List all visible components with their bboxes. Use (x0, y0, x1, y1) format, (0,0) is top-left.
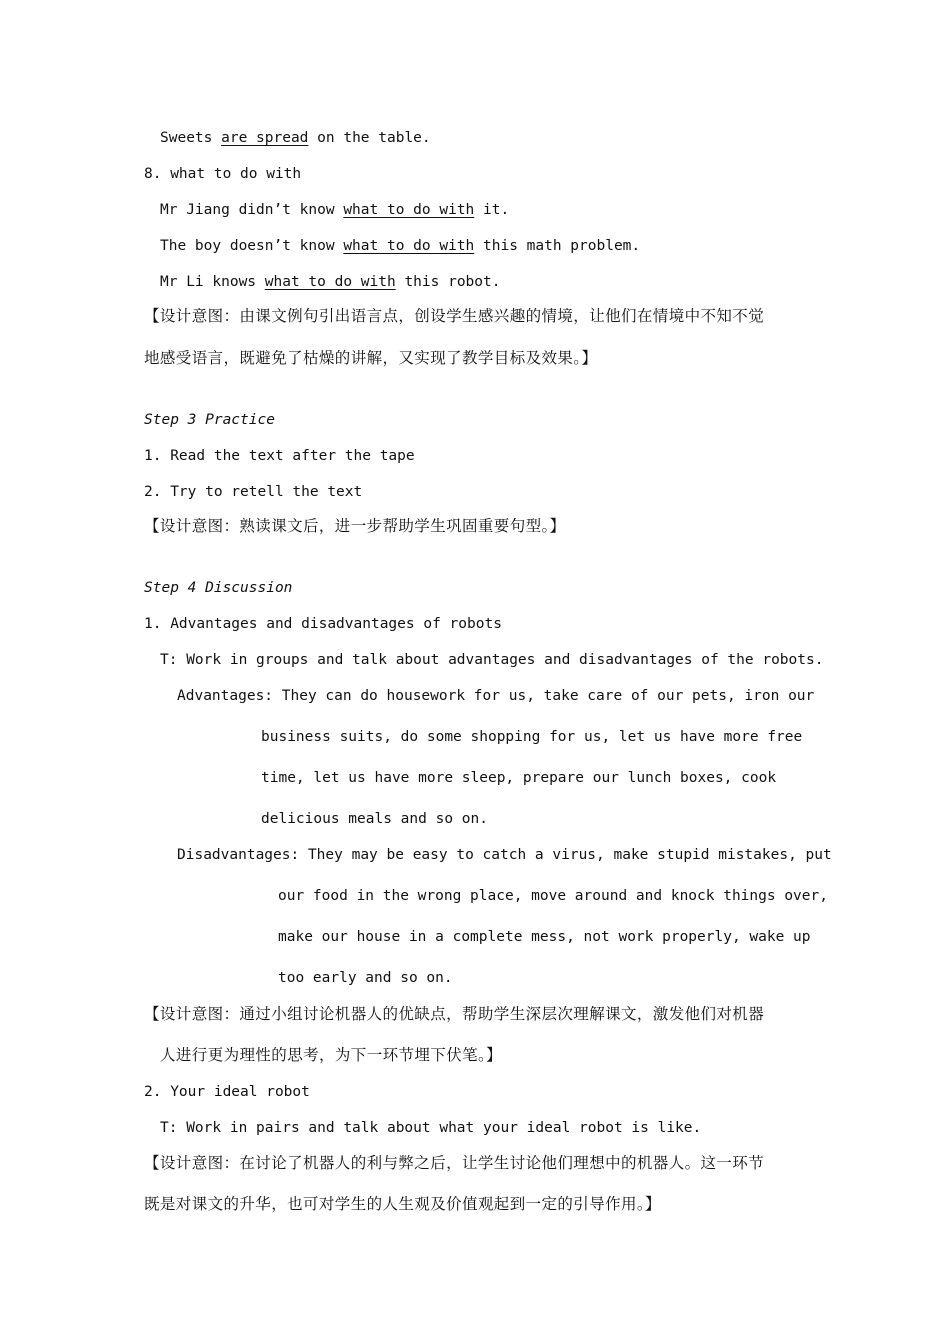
underlined-phrase: what to do with (264, 274, 396, 290)
list-item: 1. Advantages and disadvantages of robots (144, 616, 502, 632)
disadvantages-line: Disadvantages: They may be easy to catch a virus, make stupid mistakes, put (177, 847, 832, 863)
underlined-phrase: what to do with (343, 238, 475, 254)
disadvantages-line: make our house in a complete mess, not work properly, wake up (278, 929, 811, 945)
disadvantages-line: too early and so on. (278, 970, 453, 986)
advantages-line: delicious meals and so on. (261, 811, 488, 827)
design-note-line: 【设计意图：由课文例句引出语言点，创设学生感兴趣的情境，让他们在情境中不知不觉 (144, 307, 765, 325)
design-note-line: 地感受语言，既避免了枯燥的讲解，又实现了教学目标及效果。】 (144, 349, 598, 367)
advantages-line: Advantages: They can do housework for us, take care of our pets, iron our (177, 688, 815, 704)
list-item: 1. Read the text after the tape (144, 448, 415, 464)
design-note-line: 【设计意图：熟读课文后，进一步帮助学生巩固重要句型。】 (144, 517, 566, 535)
teacher-instruction: T: Work in pairs and talk about what your ideal robot is like. (160, 1120, 702, 1136)
design-note-line: 既是对课文的升华，也可对学生的人生观及价值观起到一定的引导作用。】 (144, 1195, 661, 1213)
design-note-line: 人进行更为理性的思考，为下一环节埋下伏笔。】 (160, 1046, 503, 1064)
underlined-phrase: are spread (221, 130, 309, 146)
underlined-phrase: what to do with (343, 202, 475, 218)
example-sentence: Sweets are spread on the table. (160, 130, 431, 146)
example-sentence: Mr Jiang didn’t know what to do with it. (160, 202, 510, 218)
list-item: 2. Your ideal robot (144, 1084, 310, 1100)
advantages-line: time, let us have more sleep, prepare our lunch boxes, cook (261, 770, 777, 786)
example-sentence: Mr Li knows what to do with this robot. (160, 274, 501, 290)
step-title: Step 4 Discussion (144, 580, 293, 596)
disadvantages-line: our food in the wrong place, move around and knock things over, (278, 888, 828, 904)
example-sentence: The boy doesn’t know what to do with this math problem. (160, 238, 641, 254)
design-note-line: 【设计意图：在讨论了机器人的利与弊之后，让学生讨论他们理想中的机器人。这一环节 (144, 1154, 765, 1172)
list-item: 2. Try to retell the text (144, 484, 363, 500)
advantages-line: business suits, do some shopping for us, let us have more free (261, 729, 803, 745)
design-note-line: 【设计意图：通过小组讨论机器人的优缺点，帮助学生深层次理解课文，激发他们对机器 (144, 1005, 765, 1023)
item-heading: 8. what to do with (144, 166, 302, 182)
step-title: Step 3 Practice (144, 412, 275, 428)
teacher-instruction: T: Work in groups and talk about advantages and disadvantages of the robots. (160, 652, 824, 668)
